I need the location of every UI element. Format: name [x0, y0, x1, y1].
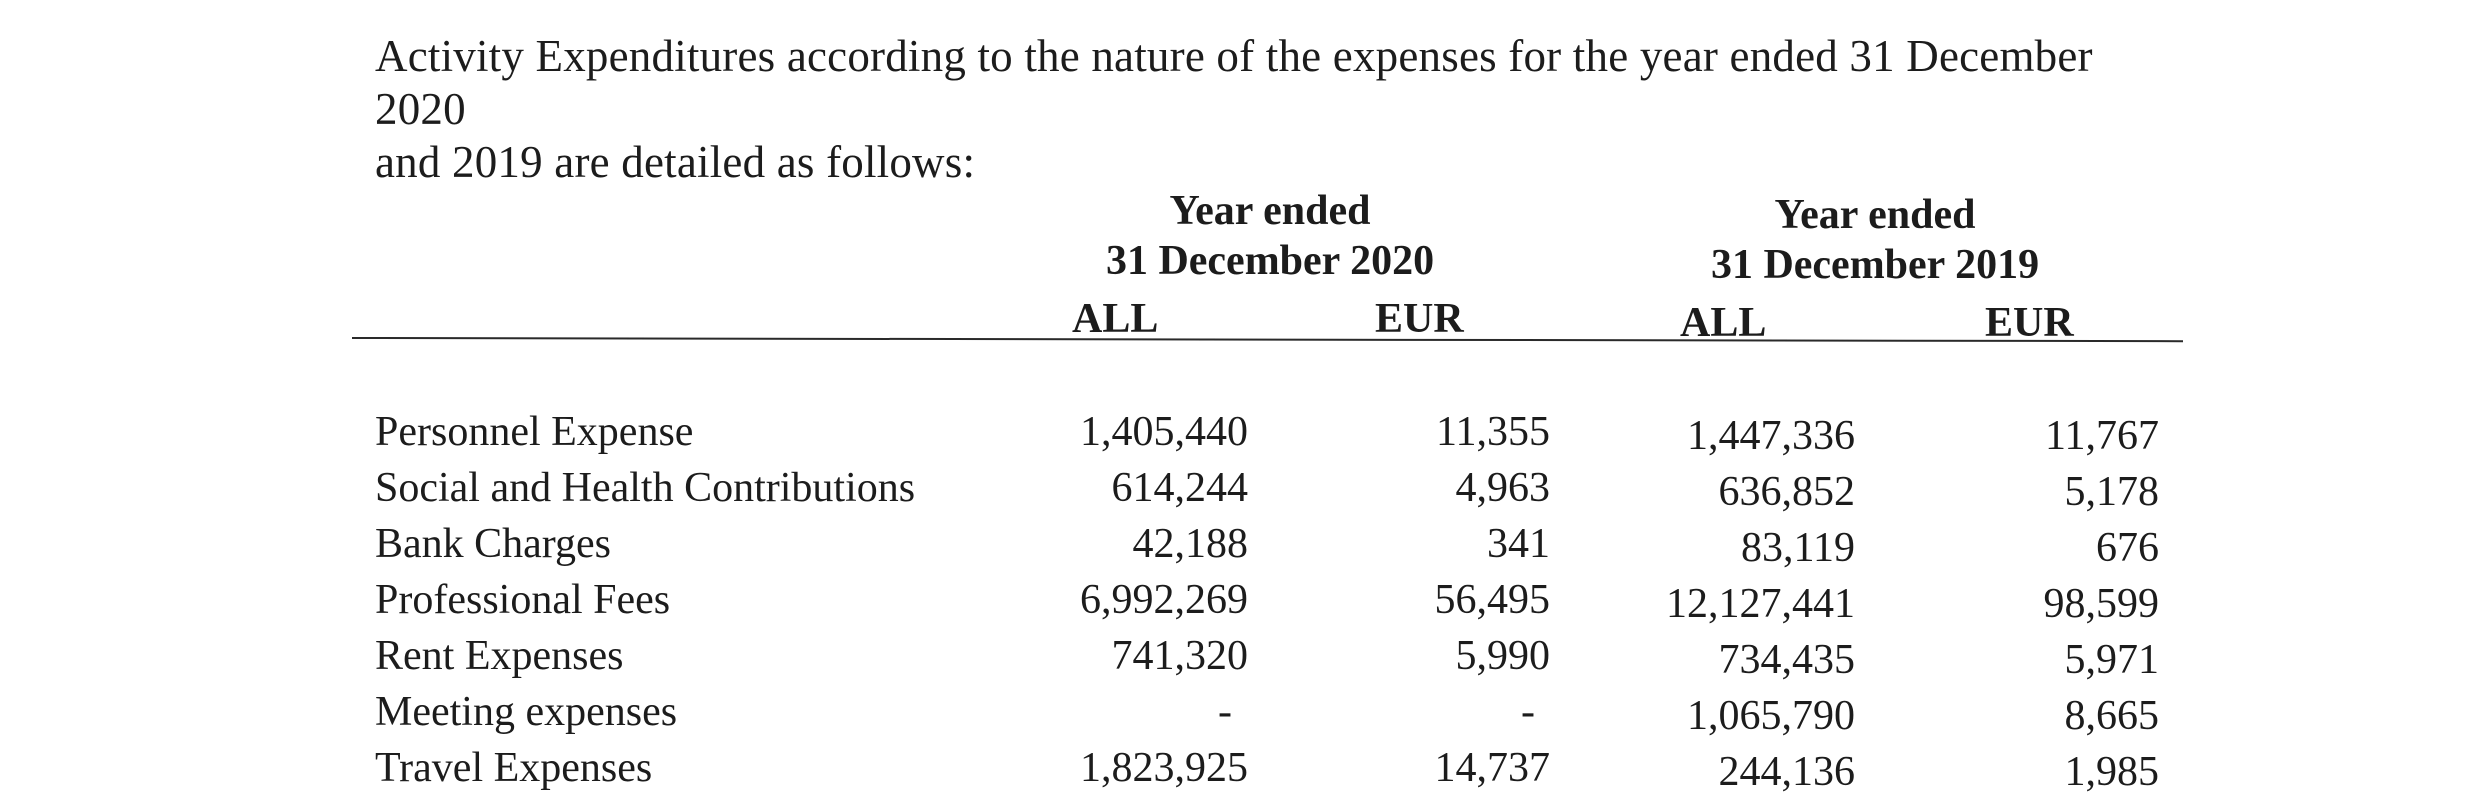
currency-header-all-2020: ALL — [1072, 296, 1159, 342]
row-label: Bank Charges — [375, 521, 612, 567]
period-header-2019-line1: Year ended — [1774, 192, 1976, 238]
intro-line-1: Activity Expenditures according to the nature of the expenses for the year ended 31 December 2020 — [375, 31, 2093, 134]
value-eur-2020: 5,990 — [1455, 633, 1550, 679]
period-header-2019 — [1695, 190, 2055, 290]
intro-line-2: and 2019 are detailed as follows: — [375, 137, 976, 187]
intro-paragraph — [375, 30, 2175, 189]
value-eur-2020: 56,495 — [1434, 577, 1550, 623]
value-eur-2019: 5,178 — [2064, 469, 2159, 515]
value-eur-2019: 11,767 — [2045, 413, 2159, 459]
value-all-2019: 1,065,790 — [1687, 693, 1855, 739]
value-eur-2020: 4,963 — [1455, 465, 1550, 511]
value-eur-2019: 1,985 — [2064, 749, 2159, 795]
header-divider — [352, 337, 2183, 342]
period-header-2019-line2: 31 December 2019 — [1710, 242, 2040, 288]
value-all-2020: 1,823,925 — [1080, 745, 1248, 791]
currency-header-all-2019: ALL — [1680, 300, 1767, 346]
value-all-2020: 1,405,440 — [1080, 409, 1248, 455]
row-label: Travel Expenses — [375, 745, 653, 791]
table-row — [0, 404, 2480, 460]
value-all-2020: 614,244 — [1111, 465, 1248, 511]
table-row — [0, 572, 2480, 628]
period-header-2020-line1: Year ended — [1169, 188, 1371, 234]
value-eur-2020: - — [1521, 689, 1535, 735]
table-row — [0, 516, 2480, 572]
value-all-2019: 244,136 — [1718, 749, 1855, 795]
value-all-2020: - — [1218, 689, 1232, 735]
table-row — [0, 460, 2480, 516]
value-eur-2019: 8,665 — [2064, 693, 2159, 739]
row-label: Rent Expenses — [375, 633, 624, 679]
value-eur-2020: 14,737 — [1434, 745, 1550, 791]
row-label: Personnel Expense — [375, 409, 694, 455]
currency-header-eur-2019: EUR — [1985, 300, 2074, 346]
row-label: Meeting expenses — [375, 689, 678, 735]
period-header-2020-line2: 31 December 2020 — [1105, 238, 1435, 284]
value-all-2020: 741,320 — [1111, 633, 1248, 679]
value-eur-2020: 341 — [1487, 521, 1550, 567]
value-eur-2019: 98,599 — [2043, 581, 2159, 627]
value-all-2020: 6,992,269 — [1080, 577, 1248, 623]
value-all-2019: 734,435 — [1718, 637, 1855, 683]
value-all-2019: 636,852 — [1718, 469, 1855, 515]
currency-header-eur-2020: EUR — [1375, 296, 1464, 342]
row-label: Social and Health Contributions — [375, 465, 916, 511]
value-eur-2020: 11,355 — [1436, 409, 1550, 455]
table-row — [0, 740, 2480, 796]
value-all-2019: 83,119 — [1741, 525, 1855, 571]
table-row — [0, 628, 2480, 684]
value-eur-2019: 5,971 — [2064, 637, 2159, 683]
row-label: Professional Fees — [375, 577, 671, 623]
value-eur-2019: 676 — [2096, 525, 2159, 571]
value-all-2019: 12,127,441 — [1666, 581, 1855, 627]
value-all-2020: 42,188 — [1132, 521, 1248, 567]
table-row — [0, 684, 2480, 740]
period-header-2020 — [1090, 186, 1450, 286]
value-all-2019: 1,447,336 — [1687, 413, 1855, 459]
